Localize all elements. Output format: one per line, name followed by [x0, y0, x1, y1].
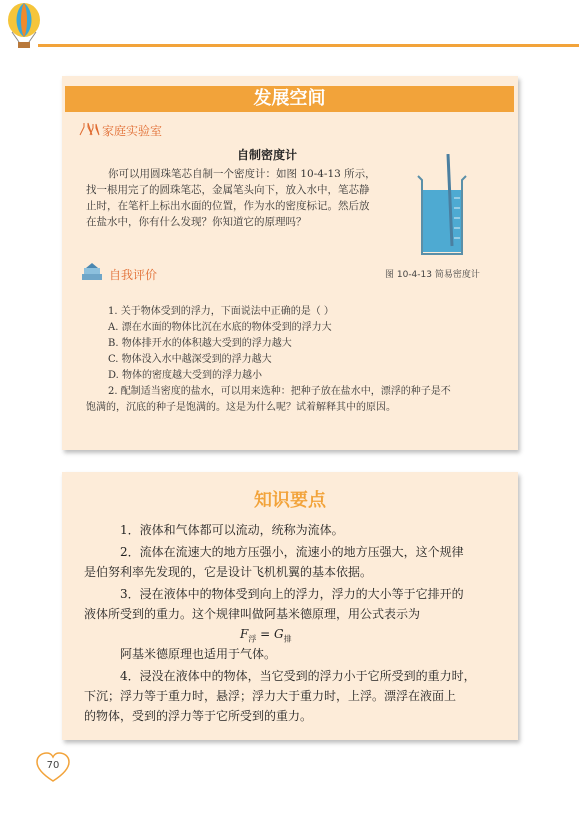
lab-text-line: 在盐水中，你有什么发现？你知道它的原理吗？: [86, 216, 307, 228]
density-meter-illustration: [414, 154, 470, 258]
knowledge-section: [62, 472, 518, 740]
development-section: [62, 76, 518, 450]
question-1-option-b: B. 物体排开水的体积越大受到的浮力越大: [108, 338, 292, 349]
book-stack-icon: [80, 262, 104, 282]
question-1-option-c: C. 物体没入水中越深受到的浮力越大: [108, 354, 272, 365]
section-banner: 发展空间: [65, 86, 514, 112]
knowledge-point-2-line: 2．流体在流速大的地方压强小，流速小的地方压强大，这个规律: [120, 545, 464, 559]
flask-icon: [78, 122, 100, 136]
question-1-option-a: A. 漂在水面的物体比沉在水底的物体受到的浮力大: [108, 322, 332, 333]
question-1: 1. 关于物体受到的浮力，下面说法中正确的是（ ）: [108, 306, 334, 317]
figure-caption: 图 10-4-13 简易密度计: [385, 270, 480, 280]
hot-air-balloon-icon: [4, 2, 44, 50]
lab-title: 自制密度计: [237, 148, 298, 162]
lab-text-line: 你可以用圆珠笔芯自制一个密度计：如图 10-4-13 所示，: [108, 168, 376, 180]
question-1-option-d: D. 物体的密度越大受到的浮力越小: [108, 370, 263, 381]
knowledge-point-4-line: 的物体，受到的浮力等于它所受到的重力。: [84, 709, 313, 723]
knowledge-point-4-line: 4．浸没在液体中的物体，当它受到的浮力小于它所受到的重力时，: [120, 669, 476, 683]
page-number: 70: [46, 760, 60, 771]
knowledge-point-3-line: 阿基米德原理也适用于气体。: [120, 647, 277, 661]
knowledge-title: 知识要点: [254, 490, 326, 511]
header-rule: [38, 44, 579, 47]
knowledge-point-1: 1．液体和气体都可以流动，统称为流体。: [120, 523, 344, 537]
archimedes-formula: $F_浮 = G_排$: [240, 627, 292, 644]
page-number-badge: [36, 752, 70, 782]
knowledge-point-3-line: 3．浸在液体中的物体受到向上的浮力，浮力的大小等于它排开的: [120, 587, 464, 601]
question-2-line: 2. 配制适当密度的盐水，可以用来选种：把种子放在盐水中，漂浮的种子是不: [108, 386, 451, 397]
eval-label: 自我评价: [109, 268, 158, 282]
lab-text-line: 找一根用完了的圆珠笔芯，金属笔头向下，放入水中，笔芯静: [86, 184, 370, 196]
lab-text-line: 止时，在笔杆上标出水面的位置，作为水的密度标记。然后放: [86, 200, 370, 212]
question-2-line: 饱满的，沉底的种子是饱满的。这是为什么呢？试着解释其中的原因。: [86, 402, 396, 413]
knowledge-point-2-line: 是伯努利率先发现的，它是设计飞机机翼的基本依据。: [84, 565, 373, 579]
knowledge-point-4-line: 下沉；浮力等于重力时，悬浮；浮力大于重力时，上浮。漂浮在液面上: [84, 689, 457, 703]
lab-label: 家庭实验室: [102, 124, 163, 138]
knowledge-point-3-line: 液体所受到的重力。这个规律叫做阿基米德原理，用公式表示为: [84, 607, 421, 621]
